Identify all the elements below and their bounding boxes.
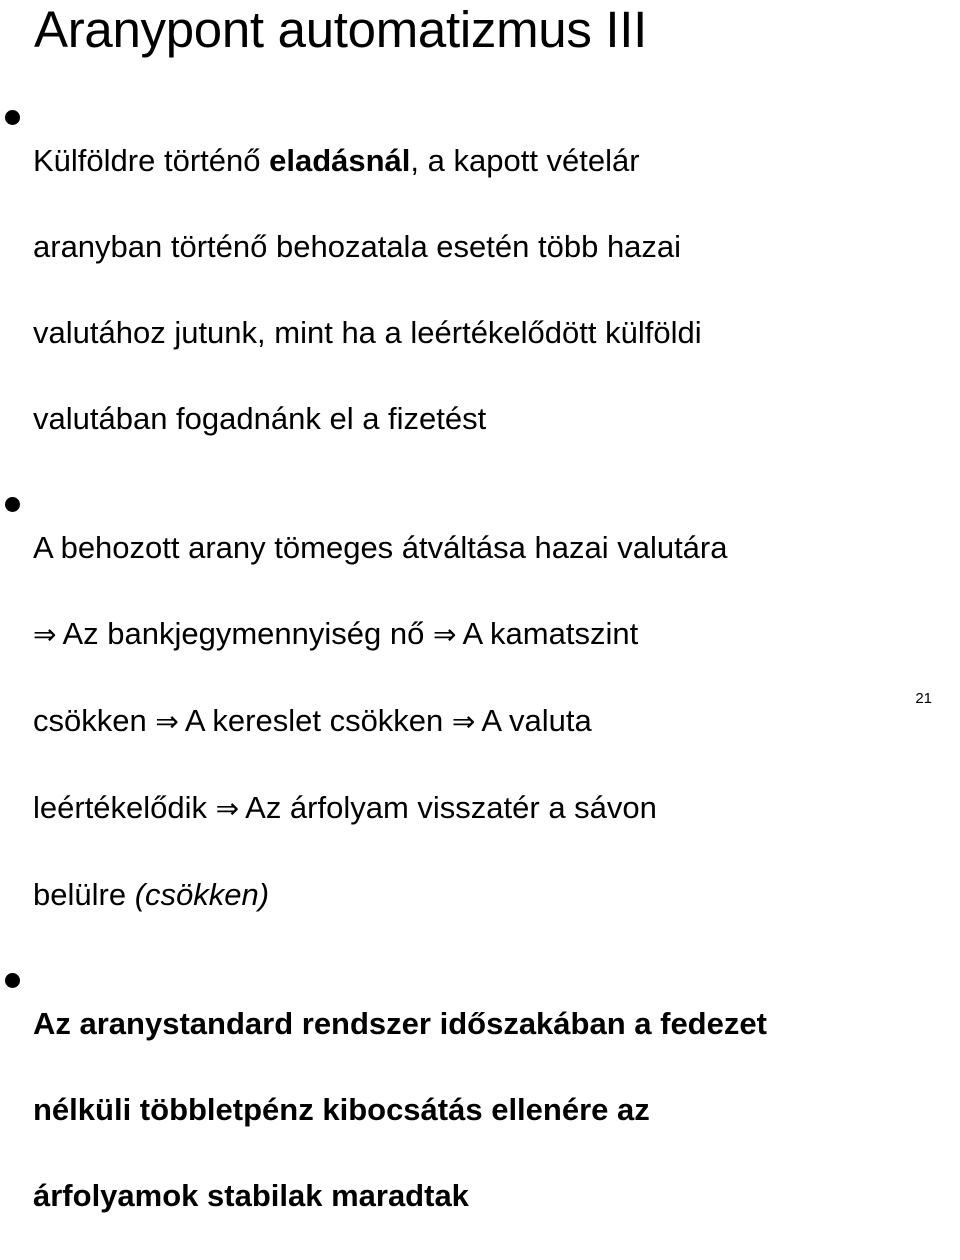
bullet2-step2: A kamatszint [462, 616, 639, 651]
bullet2-step5b: belülre [33, 877, 135, 912]
bullet3-line1: Az aranystandard rendszer időszakában a fedezet [33, 1006, 767, 1041]
bullet1-bold-word: eladásnál [269, 143, 411, 178]
bullet-item-1 [0, 96, 960, 483]
bullet3-line2: nélküli többletpénz kibocsátás ellenére az [33, 1092, 650, 1127]
bullet2-step4: A valuta [481, 703, 592, 738]
bullet-text [33, 959, 960, 1260]
bullet1-line4: valutában fogadnánk el a fizetést [33, 401, 487, 436]
bullet-text [33, 96, 960, 483]
bullet2-line1: A behozott arany tömeges átváltása hazai valutára [33, 530, 728, 565]
bullet-text [33, 483, 960, 959]
page-number: 21 [915, 690, 932, 707]
bullet-dot-icon [5, 973, 20, 988]
bullet1-line1-b: , a kapott vételár [410, 143, 640, 178]
bullet2-step5: Az árfolyam visszatér a sávon [245, 790, 657, 825]
bullet1-line2: aranyban történő behozatala esetén több hazai [33, 229, 682, 264]
bullet1-line3: valutához jutunk, mint ha a leértékelődött külföldi [33, 315, 702, 350]
implies-arrow-icon: ⇒ [432, 618, 457, 651]
implies-arrow-icon: ⇒ [33, 618, 57, 651]
bullet3-line3: árfolyamok stabilak maradtak [33, 1178, 469, 1213]
bullet2-step3: A kereslet csökken [184, 703, 444, 738]
bullet2-step2b: csökken [33, 703, 147, 738]
bullet-item-2 [0, 483, 960, 959]
bullet-dot-icon [5, 497, 20, 512]
bullet-list [0, 96, 960, 1260]
bullet2-step1: Az bankjegymennyiség nő [62, 616, 425, 651]
bullet2-step4b: leértékelődik [33, 790, 208, 825]
bullet-item-3 [0, 959, 960, 1260]
implies-arrow-icon: ⇒ [215, 792, 240, 825]
bullet2-italic-note: (csökken) [134, 877, 270, 912]
bullet1-line1-a: Külföldre történő [33, 143, 270, 178]
implies-arrow-icon: ⇒ [451, 705, 476, 738]
bullet-dot-icon [5, 110, 20, 125]
slide-title: Aranypont automatizmus III [34, 1, 647, 58]
implies-arrow-icon: ⇒ [155, 705, 179, 738]
